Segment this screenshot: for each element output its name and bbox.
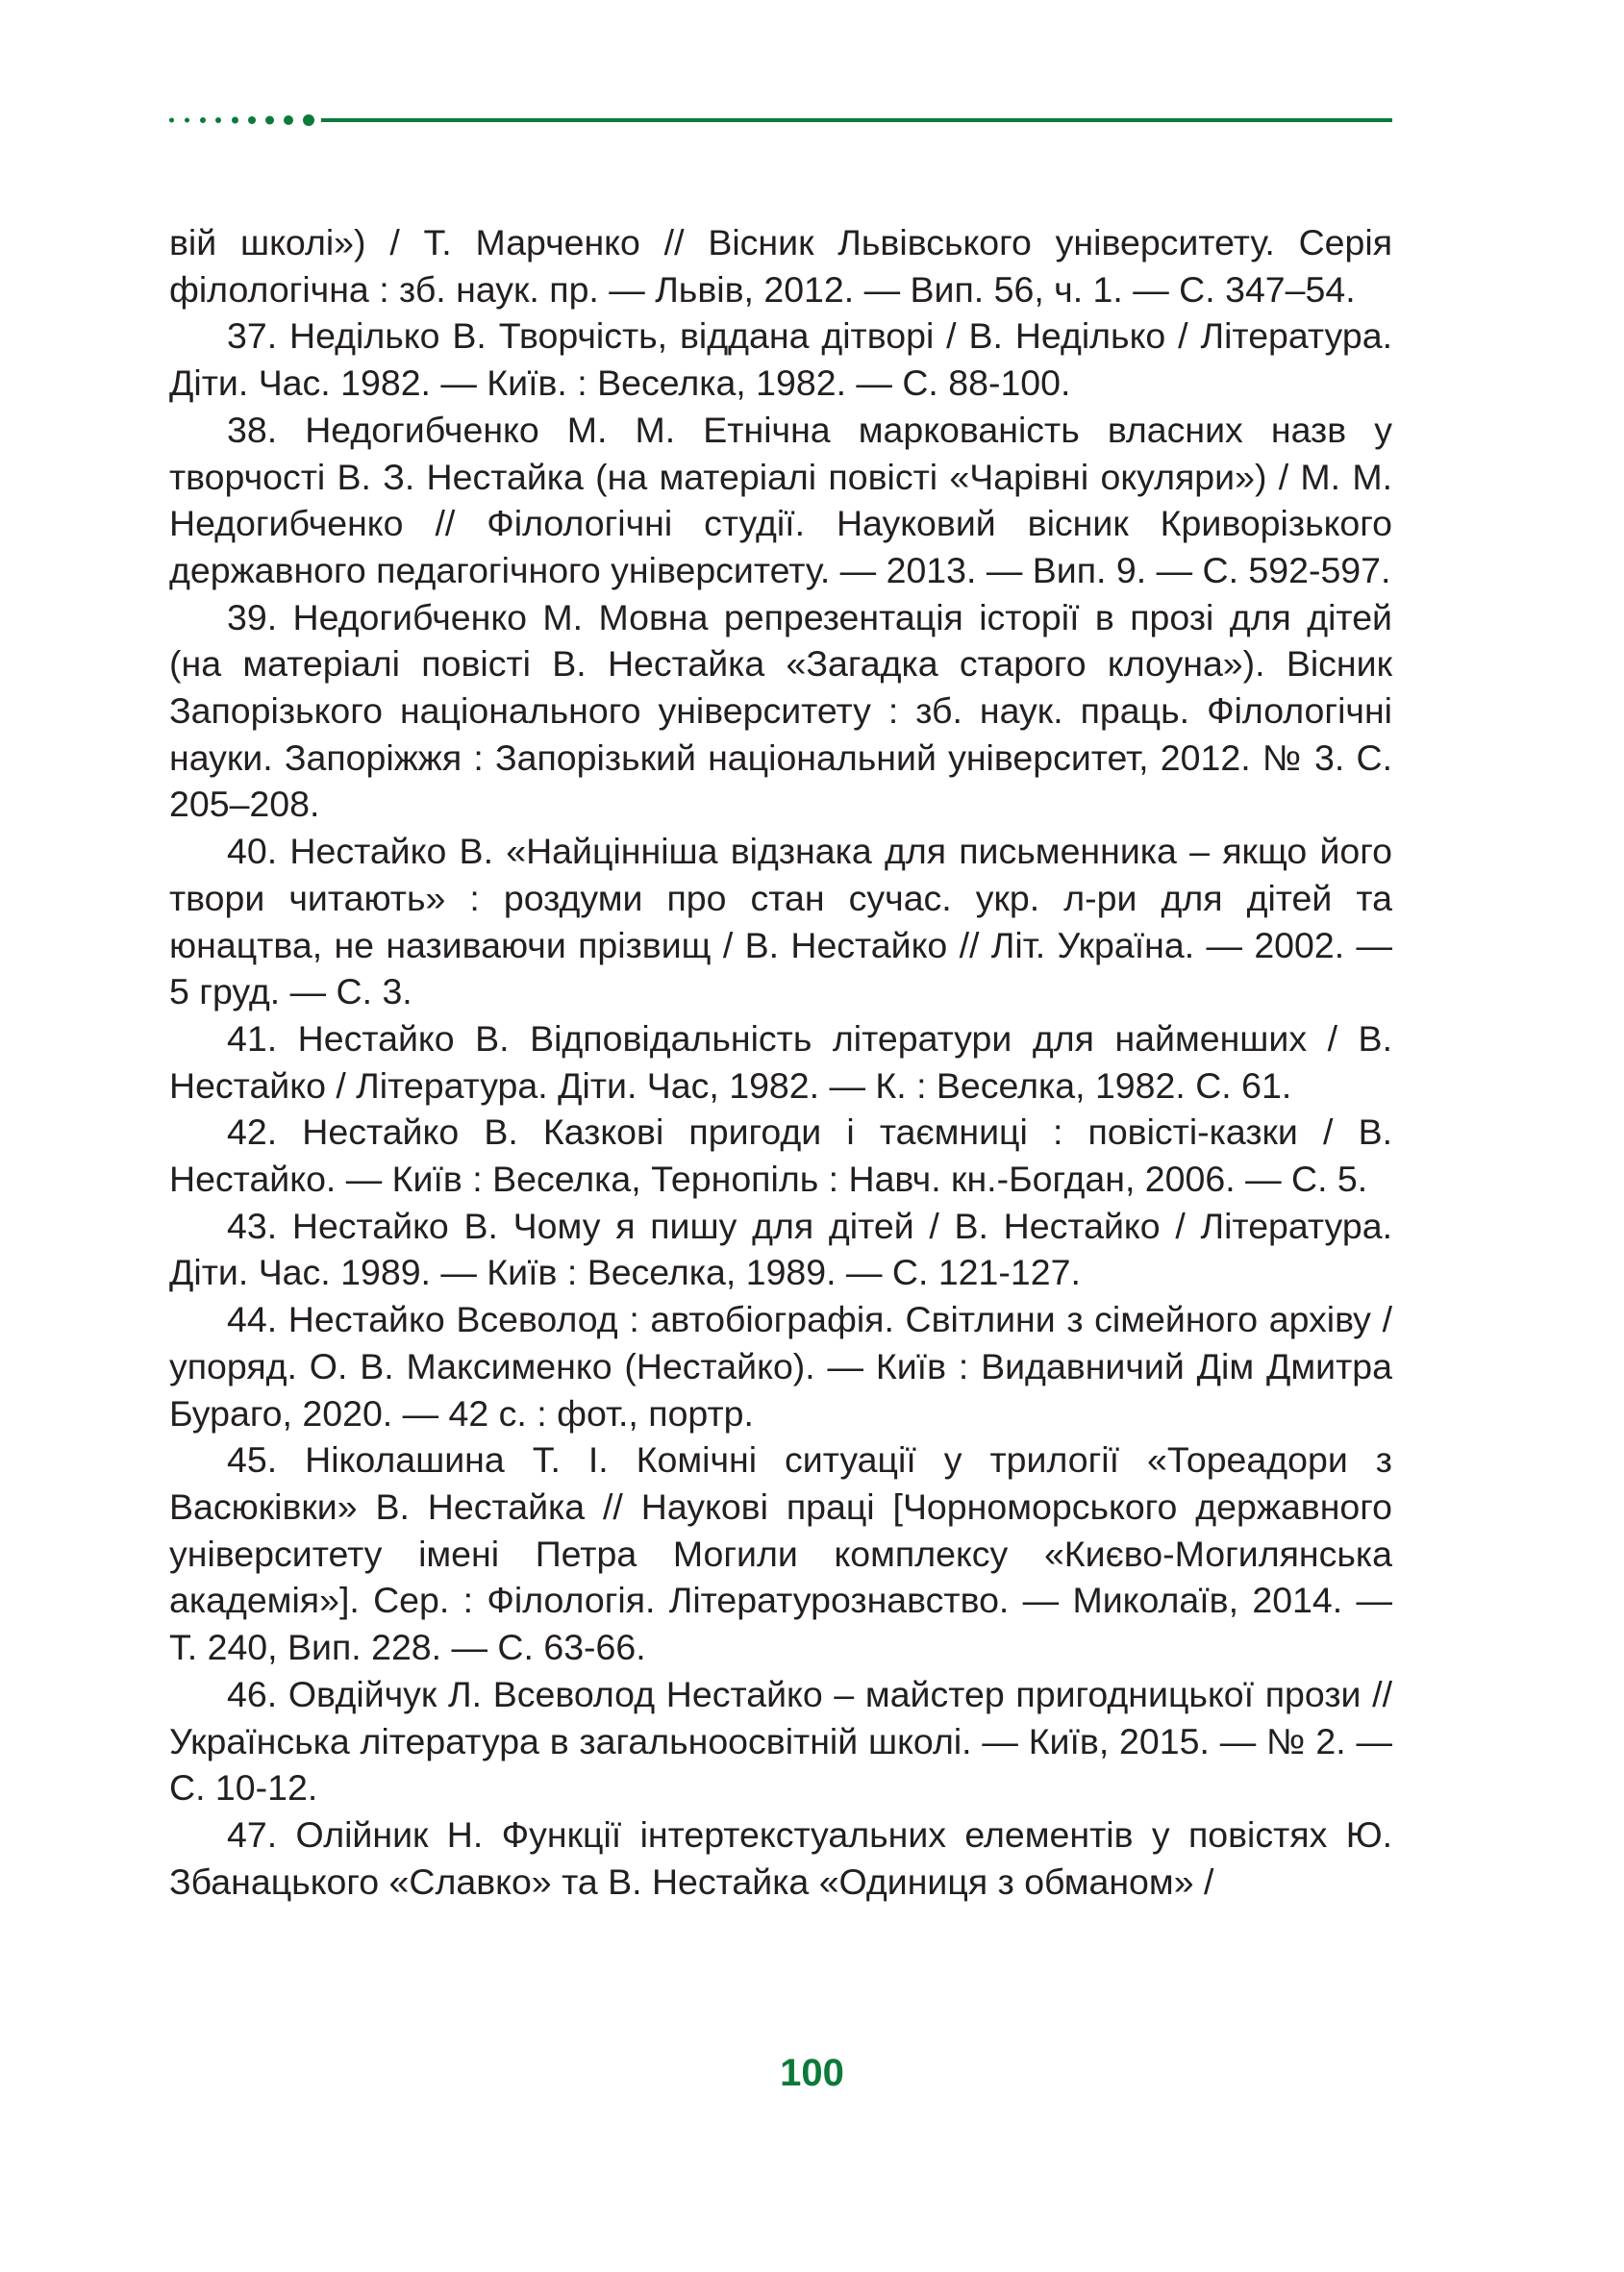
bibliography-entry-42: 42. Нестайко В. Казкові пригоди і таємниці : повісті-казки / В. Нестайко. — Київ : Веселка, Тернопіль : Навч. кн.-Богдан, 2006. — С. 5. [169, 1111, 1392, 1200]
header-decoration [169, 113, 1392, 127]
bibliography-entry-37: 37. Неділько В. Творчість, віддана дітворі / В. Неділько / Література. Діти. Час. 1982. — Київ. : Веселка, 1982. — С. 88-100. [169, 315, 1392, 404]
bibliography-entry-40: 40. Нестайко В. «Найцінніша відзнака для письменника – якщо його твори читають» : роздуми про стан сучас. укр. л-ри для дітей та юнацтва, не називаючи прізвищ / В. Нестайко // Літ. Україна. — 2002. — 5 груд. — С. 3. [169, 831, 1392, 1012]
bibliography-entry-47: 47. Олійник Н. Функції інтертекстуальних елементів у повістях Ю. Збанацького «Славко» та В. Нестайка «Одиниця з обманом» / [169, 1813, 1392, 1902]
bibliography-entry-46: 46. Овдійчук Л. Всеволод Нестайко – майстер пригодницької прози // Українська література в загальноосвітній школі. — Київ, 2015. — № 2. — С. 10-12. [169, 1673, 1392, 1809]
bibliography-entry-39: 39. Недогибченко М. Мовна репрезентація історії в прозі для дітей (на матеріалі повісті В. Нестайка «Загадка старого клоуна»). Вісник Запорізького національного університету : зб. наук. праць. Філологічні науки. Запоріжжя : Запорізький національний університет, 2012. № 3. С. 205–208. [169, 596, 1392, 825]
bibliography-list [169, 219, 1392, 1905]
page-number: 100 [780, 2052, 844, 2094]
bibliography-entry-continued: вій школі») / Т. Марченко // Вісник Львівського університету. Серія філологічна : зб. наук. пр. — Львів, 2012. — Вип. 56, ч. 1. — С. 347–54. [169, 222, 1392, 310]
bibliography-entry-41: 41. Нестайко В. Відповідальність літератури для найменших / В. Нестайко / Література. Діти. Час, 1982. — К. : Веселка, 1982. С. 61. [169, 1017, 1392, 1106]
bibliography-entry-44: 44. Нестайко Всеволод : автобіографія. Світлини з сімейного архіву / упоряд. О. В. Максименко (Нестайко). — Київ : Видавничий Дім Дмитра Бураго, 2020. — 42 с. : фот., портр. [169, 1299, 1392, 1434]
bibliography-entry-43: 43. Нестайко В. Чому я пишу для дітей / В. Нестайко / Література. Діти. Час. 1989. — Київ : Веселка, 1989. — С. 121-127. [169, 1205, 1392, 1293]
bibliography-entry-38: 38. Недогибченко М. М. Етнічна маркованість власних назв у творчості В. З. Нестайка (на матеріалі повісті «Чарівні окуляри») / М. М. Недогибченко // Філологічні студії. Науковий вісник Криворізького державного педагогічного університету. — 2013. — Вип. 9. — С. 592-597. [169, 409, 1392, 590]
bibliography-entry-45: 45. Ніколашина Т. І. Комічні ситуації у трилогії «Тореадори з Васюківки» В. Нестайка // Наукові праці [Чорноморського державного університету імені Петра Могили комплексу «Києво-Могилянська академія»]. Сер. : Філологія. Літературознавство. — Миколаїв, 2014. — Т. 240, Вип. 228. — С. 63-66. [169, 1439, 1392, 1668]
